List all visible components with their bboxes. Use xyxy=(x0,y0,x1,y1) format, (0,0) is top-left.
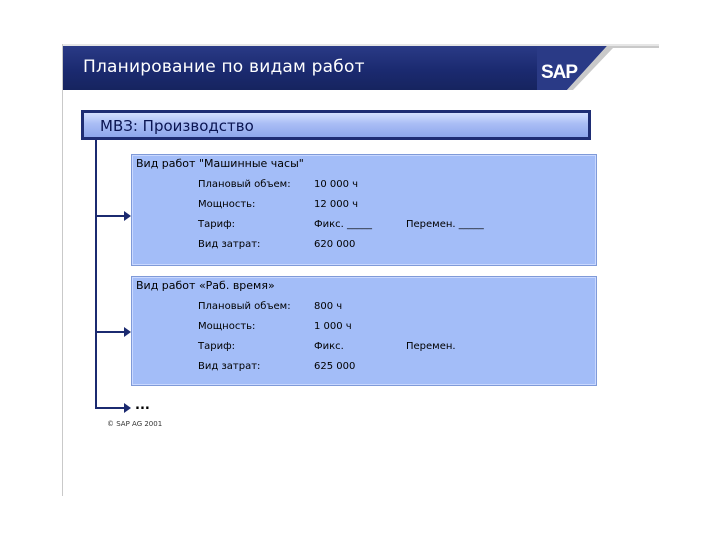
more-activities-ellipsis: ... xyxy=(135,398,150,413)
cost-label: Вид затрат: xyxy=(198,361,261,372)
card-title: Вид работ «Раб. время» xyxy=(136,279,275,292)
plan-label: Плановый объем: xyxy=(198,179,291,190)
tariff-label: Тариф: xyxy=(198,341,236,352)
tariff-label: Тариф: xyxy=(198,219,236,230)
tree-connector-line xyxy=(95,140,97,408)
slide-header xyxy=(63,44,659,90)
arrow-to-card-1 xyxy=(95,215,125,217)
cost-label: Вид затрат: xyxy=(198,239,261,250)
cost-center-title: МВЗ: Производство xyxy=(100,117,254,135)
capacity-value: 12 000 ч xyxy=(314,199,359,210)
cost-center-box xyxy=(81,110,591,140)
plan-label: Плановый объем: xyxy=(198,301,291,312)
capacity-label: Мощность: xyxy=(198,321,256,332)
sap-logo-text: SAP xyxy=(541,62,578,83)
tariff-variable: Перемен. xyxy=(406,341,456,352)
cost-value: 620 000 xyxy=(314,239,356,250)
activity-card-machine-hours xyxy=(131,154,597,266)
plan-value: 10 000 ч xyxy=(314,179,359,190)
tariff-fixed: Фикс. xyxy=(314,341,344,352)
capacity-label: Мощность: xyxy=(198,199,256,210)
capacity-value: 1 000 ч xyxy=(314,321,352,332)
plan-value: 800 ч xyxy=(314,301,343,312)
tariff-variable: Перемен. _____ xyxy=(406,219,484,230)
cost-value: 625 000 xyxy=(314,361,356,372)
slide-title: Планирование по видам работ xyxy=(83,57,365,77)
copyright-note: © SAP AG 2001 xyxy=(107,420,163,428)
tariff-fixed: Фикс. _____ xyxy=(314,219,373,230)
arrow-to-card-2 xyxy=(95,331,125,333)
slide xyxy=(62,44,659,496)
sap-logo xyxy=(537,46,659,90)
arrow-to-more xyxy=(95,407,125,409)
card-title: Вид работ "Машинные часы" xyxy=(136,157,304,170)
activity-card-work-time xyxy=(131,276,597,386)
cost-center-box-inner xyxy=(84,113,588,137)
